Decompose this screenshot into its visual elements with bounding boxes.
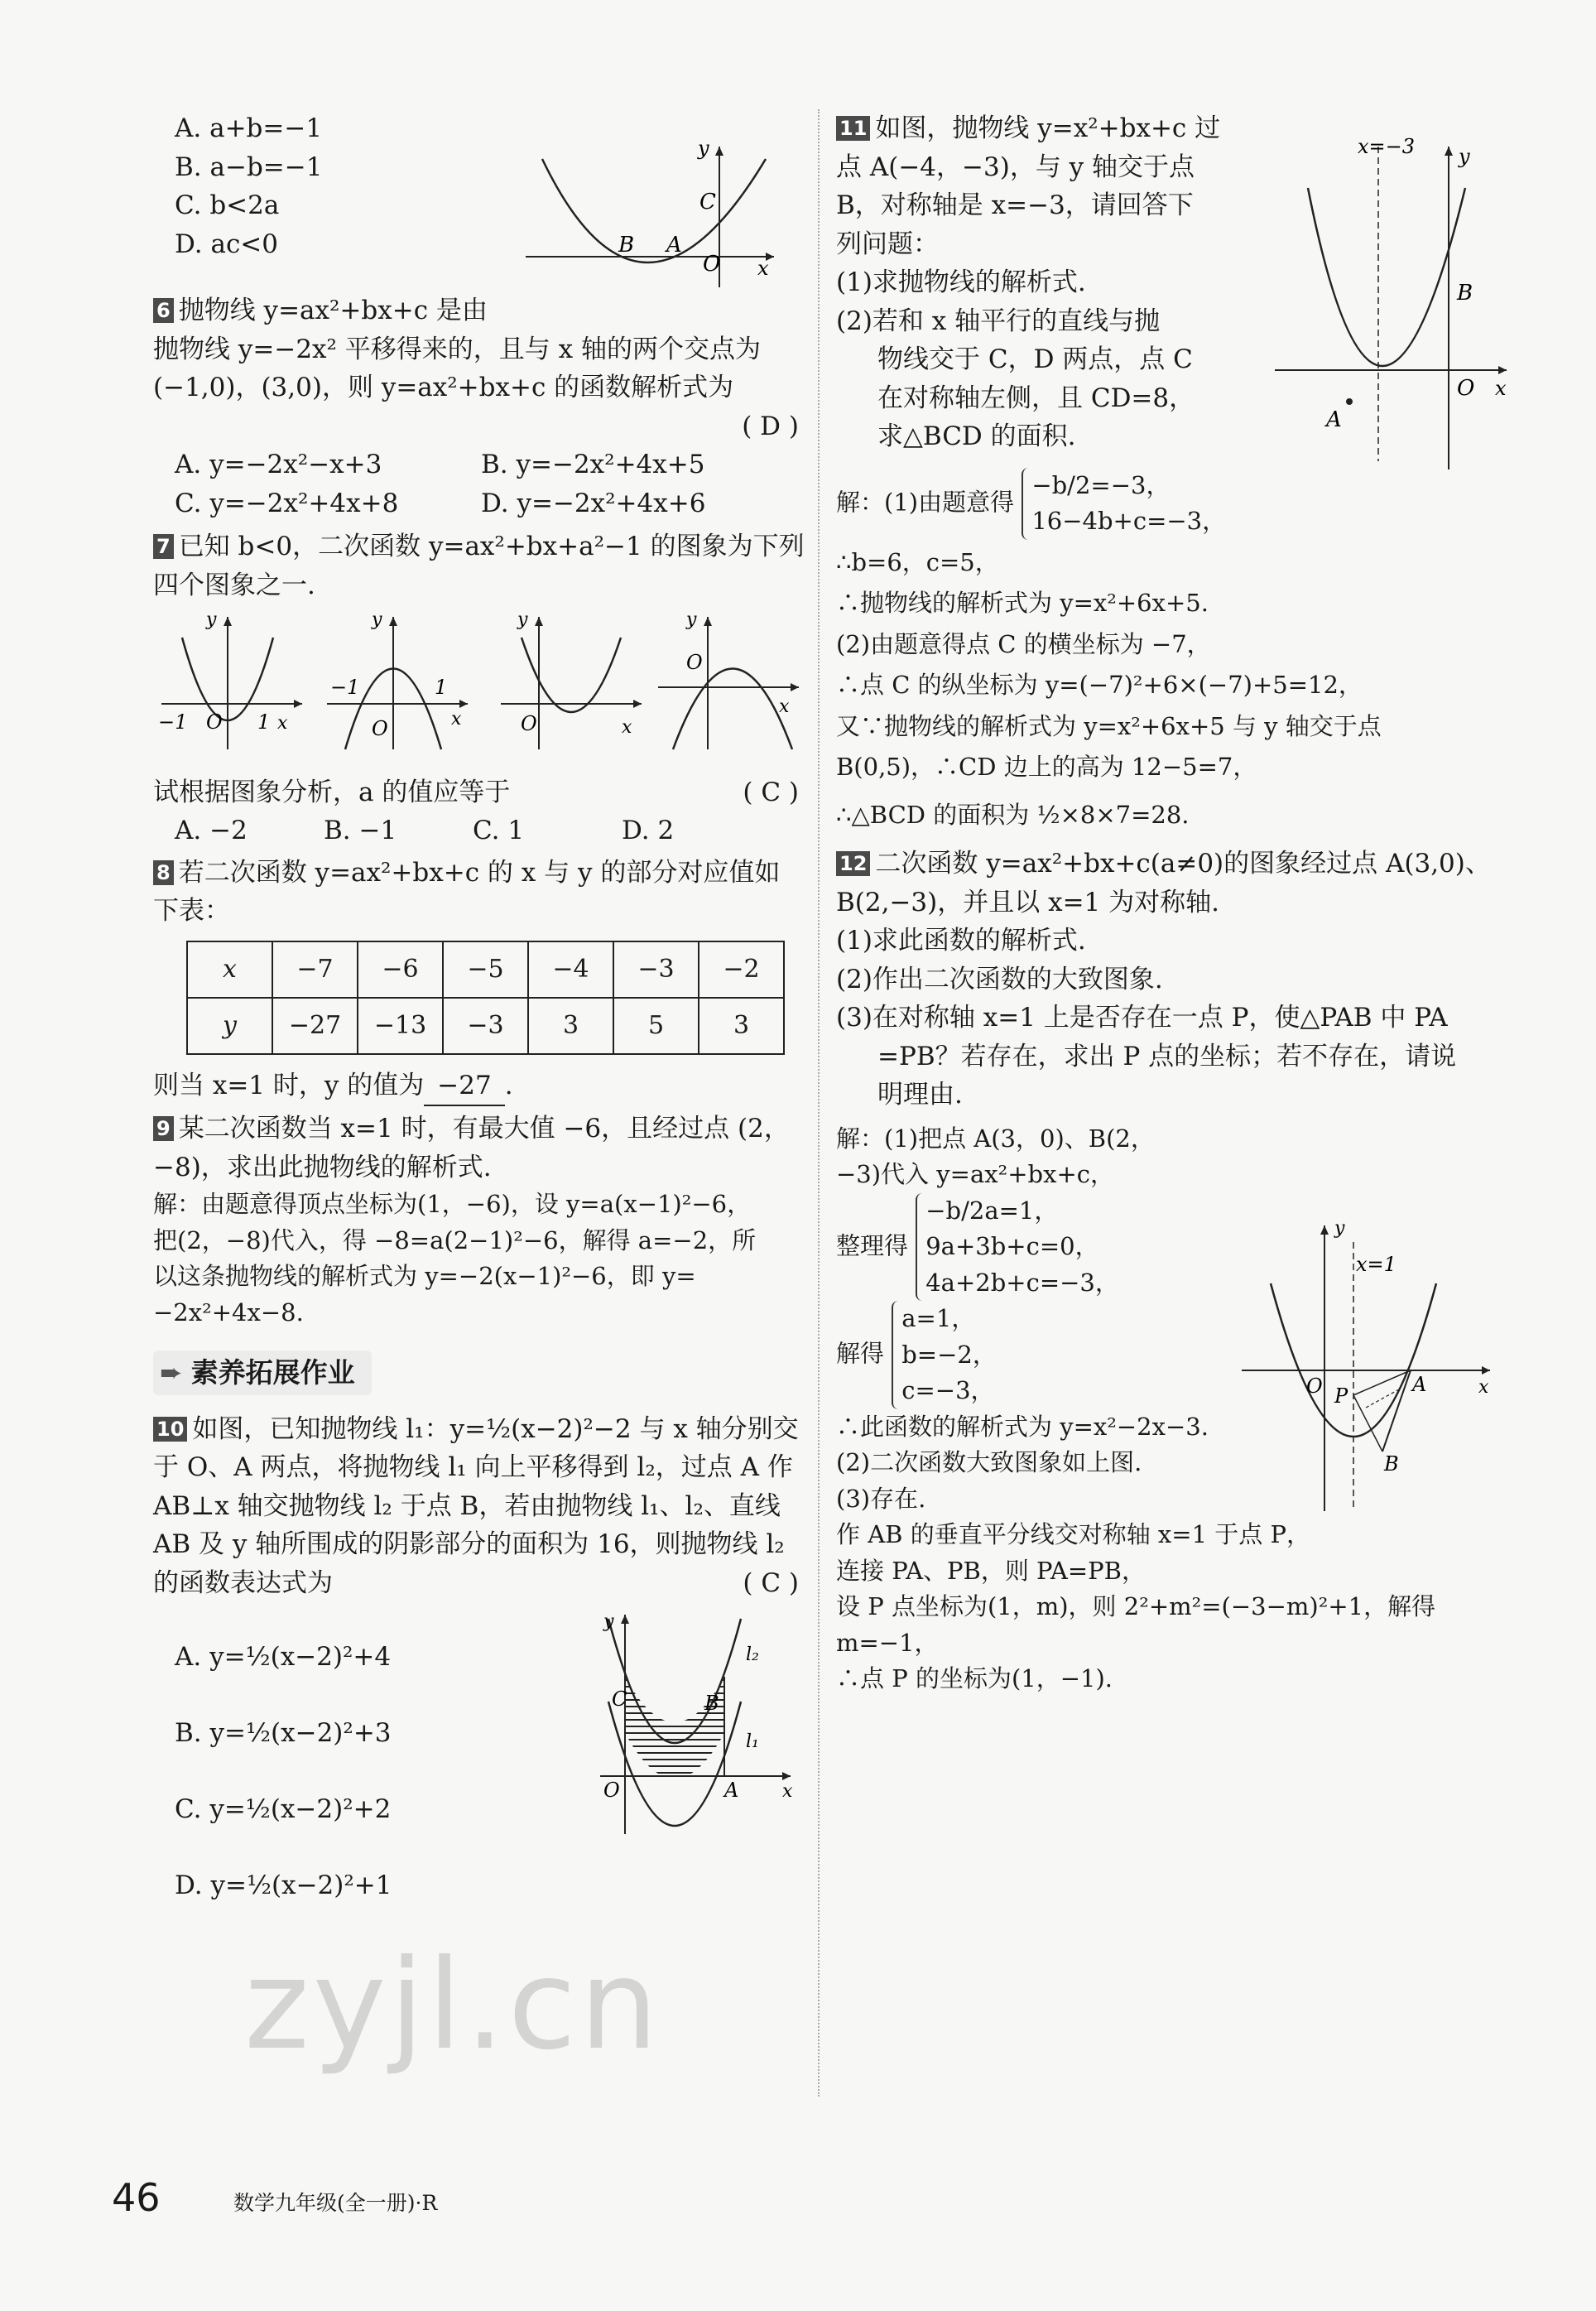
- table-cell: −6: [358, 941, 443, 998]
- q5-option-d: D. ac<0: [175, 229, 278, 259]
- q7-line-1: 已知 b<0，二次函数 y=ax²+bx+a²−1 的图象为下列: [178, 532, 805, 561]
- svg-text:O: O: [703, 252, 721, 277]
- svg-text:B: B: [704, 1692, 719, 1715]
- q9-line-2: −8)，求出此抛物线的解析式.: [153, 1152, 492, 1182]
- svg-text:y: y: [686, 609, 697, 630]
- table-cell: 5: [613, 998, 699, 1054]
- q8-value-table: [186, 941, 785, 1055]
- left-column: [153, 109, 807, 1917]
- q6-line-1: 抛物线 y=ax²+bx+c 是由: [178, 296, 488, 325]
- svg-text:x: x: [779, 696, 790, 717]
- svg-text:A: A: [724, 1779, 739, 1802]
- q7-graph-4: [658, 609, 799, 749]
- svg-text:y: y: [603, 1611, 614, 1632]
- q11-solution: [836, 468, 1515, 834]
- q11-system: [1022, 468, 1226, 540]
- q6-block: [153, 291, 807, 522]
- svg-text:y: y: [698, 137, 709, 160]
- page-number: 46: [112, 2175, 161, 2220]
- q10-line-1: 如图，已知抛物线 l₁：y=½(x−2)²−2 与 x 轴分别交: [192, 1413, 799, 1444]
- q11-sol-3: (2)由题意得点 C 的横坐标为 −7，: [836, 629, 1211, 658]
- q7-graph-2: [327, 609, 468, 749]
- table-cell: −4: [528, 941, 613, 998]
- q12-part-5: 明理由.: [877, 1080, 963, 1110]
- q12-sol-9: m=−1，: [836, 1628, 939, 1657]
- q11-part-4: 在对称轴左侧，且 CD=8，: [877, 383, 1195, 413]
- q8-block: [153, 854, 807, 1107]
- svg-text:x=1: x=1: [1356, 1253, 1396, 1276]
- q12-sol-2: −3)代入 y=ax²+bx+c，: [836, 1160, 1114, 1188]
- q8-line-1: 若二次函数 y=ax²+bx+c 的 x 与 y 的部分对应值如: [178, 857, 781, 888]
- q12-system-1: [916, 1193, 1119, 1302]
- q8-after: 则当 x=1 时，y 的值为: [153, 1070, 425, 1100]
- svg-text:B: B: [618, 233, 635, 258]
- q11-part-3: 物线交于 C，D 两点，点 C: [877, 344, 1193, 374]
- q11-sol-5: 又∵抛物线的解析式为 y=x²+6x+5 与 y 轴交于点: [836, 711, 1382, 740]
- q7-graph-3: [501, 609, 642, 749]
- q11-line-3: B，对称轴是 x=−3，请回答下: [836, 190, 1194, 220]
- svg-text:O: O: [1457, 376, 1475, 401]
- svg-text:−1: −1: [158, 710, 188, 734]
- svg-text:y: y: [517, 609, 528, 630]
- svg-text:P: P: [1334, 1384, 1348, 1408]
- q11-line-4: 列问题：: [836, 229, 939, 259]
- q11-sol-head: 解：(1)由题意得: [836, 488, 1015, 516]
- q9-block: [153, 1110, 807, 1331]
- svg-text:O: O: [206, 710, 223, 734]
- svg-text:x: x: [1478, 1377, 1489, 1398]
- q12-number: 12: [836, 851, 870, 876]
- q12-sys2-eq-2: b=−2，: [901, 1340, 997, 1369]
- svg-text:A: A: [666, 233, 682, 258]
- q12-sys1-eq-2: 9a+3b+c=0，: [925, 1232, 1099, 1260]
- svg-text:O: O: [521, 712, 537, 735]
- q5-block: [153, 109, 807, 291]
- q8-number: 8: [153, 860, 174, 885]
- svg-text:x: x: [622, 717, 632, 738]
- q7-number: 7: [153, 534, 174, 559]
- q12-sol-4: (2)二次函数大致图象如上图.: [836, 1448, 1142, 1476]
- q6-option-b: B. y=−2x²+4x+5: [481, 450, 705, 479]
- q6-option-c: C. y=−2x²+4x+8: [175, 488, 399, 518]
- svg-text:x: x: [782, 1781, 793, 1802]
- table-cell: −27: [272, 998, 358, 1054]
- q12-part-3: (3)在对称轴 x=1 上是否存在一点 P，使△PAB 中 PA: [836, 1003, 1448, 1033]
- q9-sol-1: 解：由题意得顶点坐标为(1，−6)，设 y=a(x−1)²−6，: [153, 1190, 752, 1218]
- q12-line-1: 二次函数 y=ax²+bx+c(a≠0)的图象经过点 A(3,0)、: [875, 849, 1491, 879]
- table-cell: −7: [272, 941, 358, 998]
- q12-zhengli: 整理得: [836, 1230, 909, 1259]
- q12-part-4: =PB？若存在，求出 P 点的坐标；若不存在，请说: [877, 1041, 1457, 1071]
- table-cell: −5: [443, 941, 528, 998]
- q12-sol-3: ∴此函数的解析式为 y=x²−2x−3.: [836, 1412, 1209, 1441]
- q12-sol-1: 解：(1)把点 A(3，0)、B(2，: [836, 1124, 1155, 1153]
- q12-sol-5: (3)存在.: [836, 1484, 926, 1513]
- q12-graph: [1233, 1217, 1498, 1524]
- svg-text:B: B: [1384, 1452, 1399, 1476]
- q10-option-c: C. y=½(x−2)²+2: [175, 1794, 392, 1824]
- q10-option-d: D. y=½(x−2)²+1: [175, 1870, 392, 1900]
- q9-number: 9: [153, 1116, 174, 1141]
- q6-line-3: (−1,0)，(3,0)，则 y=ax²+bx+c 的函数解析式为: [153, 373, 734, 402]
- q11-sol-4: ∴点 C 的纵坐标为 y=(−7)²+6×(−7)+5=12，: [836, 671, 1363, 699]
- q12-sol-8: 设 P 点坐标为(1，m)，则 2²+m²=(−3−m)²+1，解得: [836, 1592, 1436, 1620]
- table-row: [187, 941, 784, 998]
- q5-option-b: B. a−b=−1: [175, 152, 323, 182]
- table-cell: 3: [528, 998, 613, 1054]
- q8-answer-blank: −27: [424, 1066, 504, 1107]
- q12-sol-6: 作 AB 的垂直平分线交对称轴 x=1 于点 P，: [836, 1520, 1310, 1548]
- q9-sol-3: 以这条抛物线的解析式为 y=−2(x−1)²−6，即 y=: [153, 1262, 696, 1290]
- q7-option-d: D. 2: [622, 816, 675, 845]
- section-heading: ➨ 素养拓展作业: [153, 1350, 372, 1395]
- column-divider: [818, 109, 820, 2097]
- svg-text:y: y: [372, 609, 382, 630]
- q7-option-c: C. 1: [473, 816, 525, 845]
- arrow-icon: ➨: [160, 1356, 183, 1389]
- q7-four-graphs: [153, 604, 807, 762]
- table-header-x: x: [187, 941, 272, 998]
- table-cell: −3: [613, 941, 699, 998]
- q6-number: 6: [153, 298, 174, 323]
- q12-block: [836, 845, 1515, 1697]
- q10-option-b: B. y=½(x−2)²+3: [175, 1718, 392, 1748]
- q11-sol-7: ∴△BCD 的面积为 ½×8×7=28.: [836, 800, 1190, 829]
- q12-sol-10: ∴点 P 的坐标为(1，−1).: [836, 1664, 1113, 1692]
- table-cell: 3: [699, 998, 784, 1054]
- q11-line-1: 如图，抛物线 y=x²+bx+c 过: [875, 113, 1221, 143]
- svg-text:O: O: [686, 651, 703, 674]
- q5-option-c: C. b<2a: [175, 190, 280, 220]
- svg-text:−1: −1: [330, 676, 360, 699]
- q10-option-a: A. y=½(x−2)²+4: [175, 1642, 392, 1672]
- q11-sol-6: B(0,5)，∴CD 边上的高为 12−5=7，: [836, 753, 1257, 781]
- q10-block: [153, 1410, 807, 1918]
- q6-line-2: 抛物线 y=−2x² 平移得来的，且与 x 轴的两个交点为: [153, 334, 761, 364]
- q6-option-d: D. y=−2x²+4x+6: [481, 488, 706, 518]
- q7-analysis: 试根据图象分析，a 的值应等于: [153, 777, 511, 807]
- q11-part-5: 求△BCD 的面积.: [877, 421, 1076, 451]
- right-column: [836, 109, 1515, 1697]
- q11-sys-eq-2: 16−4b+c=−3，: [1031, 507, 1227, 535]
- svg-text:x: x: [1495, 377, 1507, 400]
- svg-text:A: A: [1412, 1373, 1427, 1396]
- q12-system-2: [892, 1301, 997, 1409]
- q5-graph: [517, 134, 782, 291]
- q7-line-2: 四个图象之一.: [153, 570, 315, 600]
- book-title: 数学九年级(全一册)·R: [233, 2191, 438, 2215]
- svg-text:y: y: [206, 609, 217, 630]
- q8-end: .: [504, 1070, 513, 1100]
- table-cell: −2: [699, 941, 784, 998]
- q12-sys1-eq-3: 4a+2b+c=−3，: [925, 1268, 1119, 1297]
- svg-text:1: 1: [257, 710, 271, 734]
- q10-number: 10: [153, 1417, 187, 1442]
- q6-answer: ( D ): [742, 411, 799, 441]
- svg-text:x: x: [277, 713, 288, 734]
- table-cell: −3: [443, 998, 528, 1054]
- watermark: zyjl.cn: [244, 1933, 662, 2077]
- q8-line-2: 下表：: [153, 896, 230, 926]
- table-row: [187, 998, 784, 1054]
- svg-text:l₁: l₁: [746, 1731, 759, 1752]
- svg-text:O: O: [603, 1779, 620, 1802]
- q10-line-3: AB⊥x 轴交抛物线 l₂ 于点 B，若由抛物线 l₁、l₂、直线: [153, 1490, 781, 1521]
- q10-graph: [592, 1610, 807, 1842]
- svg-text:A: A: [1326, 407, 1342, 432]
- q7-answer: ( C ): [743, 777, 799, 807]
- q6-option-a: A. y=−2x²−x+3: [175, 450, 382, 479]
- svg-text:C: C: [612, 1688, 627, 1711]
- q11-part-1: (1)求抛物线的解析式.: [836, 267, 1086, 297]
- q12-part-2: (2)作出二次函数的大致图象.: [836, 964, 1163, 994]
- svg-text:C: C: [699, 190, 716, 214]
- q9-sol-2: 把(2，−8)代入，得 −8=a(2−1)²−6，解得 a=−2，所: [153, 1225, 757, 1254]
- q5-option-a: A. a+b=−1: [175, 113, 323, 143]
- q11-number: 11: [836, 116, 870, 141]
- q7-option-b: B. −1: [324, 816, 397, 845]
- q11-sol-1: ∴b=6，c=5，: [836, 547, 999, 576]
- q12-sys2-eq-3: c=−3，: [901, 1376, 995, 1404]
- svg-text:O: O: [372, 717, 388, 740]
- svg-text:x: x: [757, 257, 769, 280]
- q11-line-2: 点 A(−4，−3)，与 y 轴交于点: [836, 152, 1195, 182]
- q9-line-1: 某二次函数当 x=1 时，有最大值 −6，且经过点 (2，: [178, 1114, 790, 1143]
- table-cell: −13: [358, 998, 443, 1054]
- q12-line-2: B(2,−3)，并且以 x=1 为对称轴.: [836, 887, 1219, 917]
- svg-text:y: y: [1334, 1218, 1345, 1239]
- svg-text:x: x: [451, 709, 462, 729]
- q7-option-a: A. −2: [175, 816, 248, 845]
- q11-sys-eq-1: −b/2=−3，: [1031, 470, 1171, 499]
- q7-block: [153, 527, 807, 850]
- q7-graph-1: [158, 609, 302, 749]
- q10-line-2: 于 O、A 两点，将抛物线 l₁ 向上平移得到 l₂，过点 A 作: [153, 1452, 793, 1482]
- svg-text:B: B: [1457, 281, 1473, 306]
- q12-sys1-eq-1: −b/2a=1，: [925, 1196, 1059, 1225]
- q11-block: [836, 109, 1515, 833]
- svg-text:l₂: l₂: [746, 1644, 759, 1665]
- q10-line-4: AB 及 y 轴所围成的阴影部分的面积为 16，则抛物线 l₂: [153, 1529, 785, 1559]
- q11-part-2: (2)若和 x 轴平行的直线与抛: [836, 306, 1161, 336]
- q11-graph: [1267, 130, 1515, 478]
- q9-sol-4: −2x²+4x−8.: [153, 1298, 304, 1326]
- svg-text:1: 1: [435, 676, 448, 699]
- svg-text:x=−3: x=−3: [1358, 135, 1416, 158]
- q12-part-1: (1)求此函数的解析式.: [836, 926, 1086, 956]
- q11-sol-2: ∴抛物线的解析式为 y=x²+6x+5.: [836, 589, 1209, 617]
- q12-jiede: 解得: [836, 1339, 885, 1368]
- svg-text:y: y: [1459, 145, 1470, 168]
- q10-line-5: 的函数表达式为: [153, 1567, 333, 1598]
- svg-text:O: O: [1306, 1375, 1323, 1398]
- q12-sys2-eq-1: a=1，: [901, 1304, 976, 1332]
- q12-sol-7: 连接 PA、PB，则 PA=PB，: [836, 1556, 1146, 1585]
- table-header-y: y: [187, 998, 272, 1054]
- q10-answer: ( C ): [743, 1567, 799, 1598]
